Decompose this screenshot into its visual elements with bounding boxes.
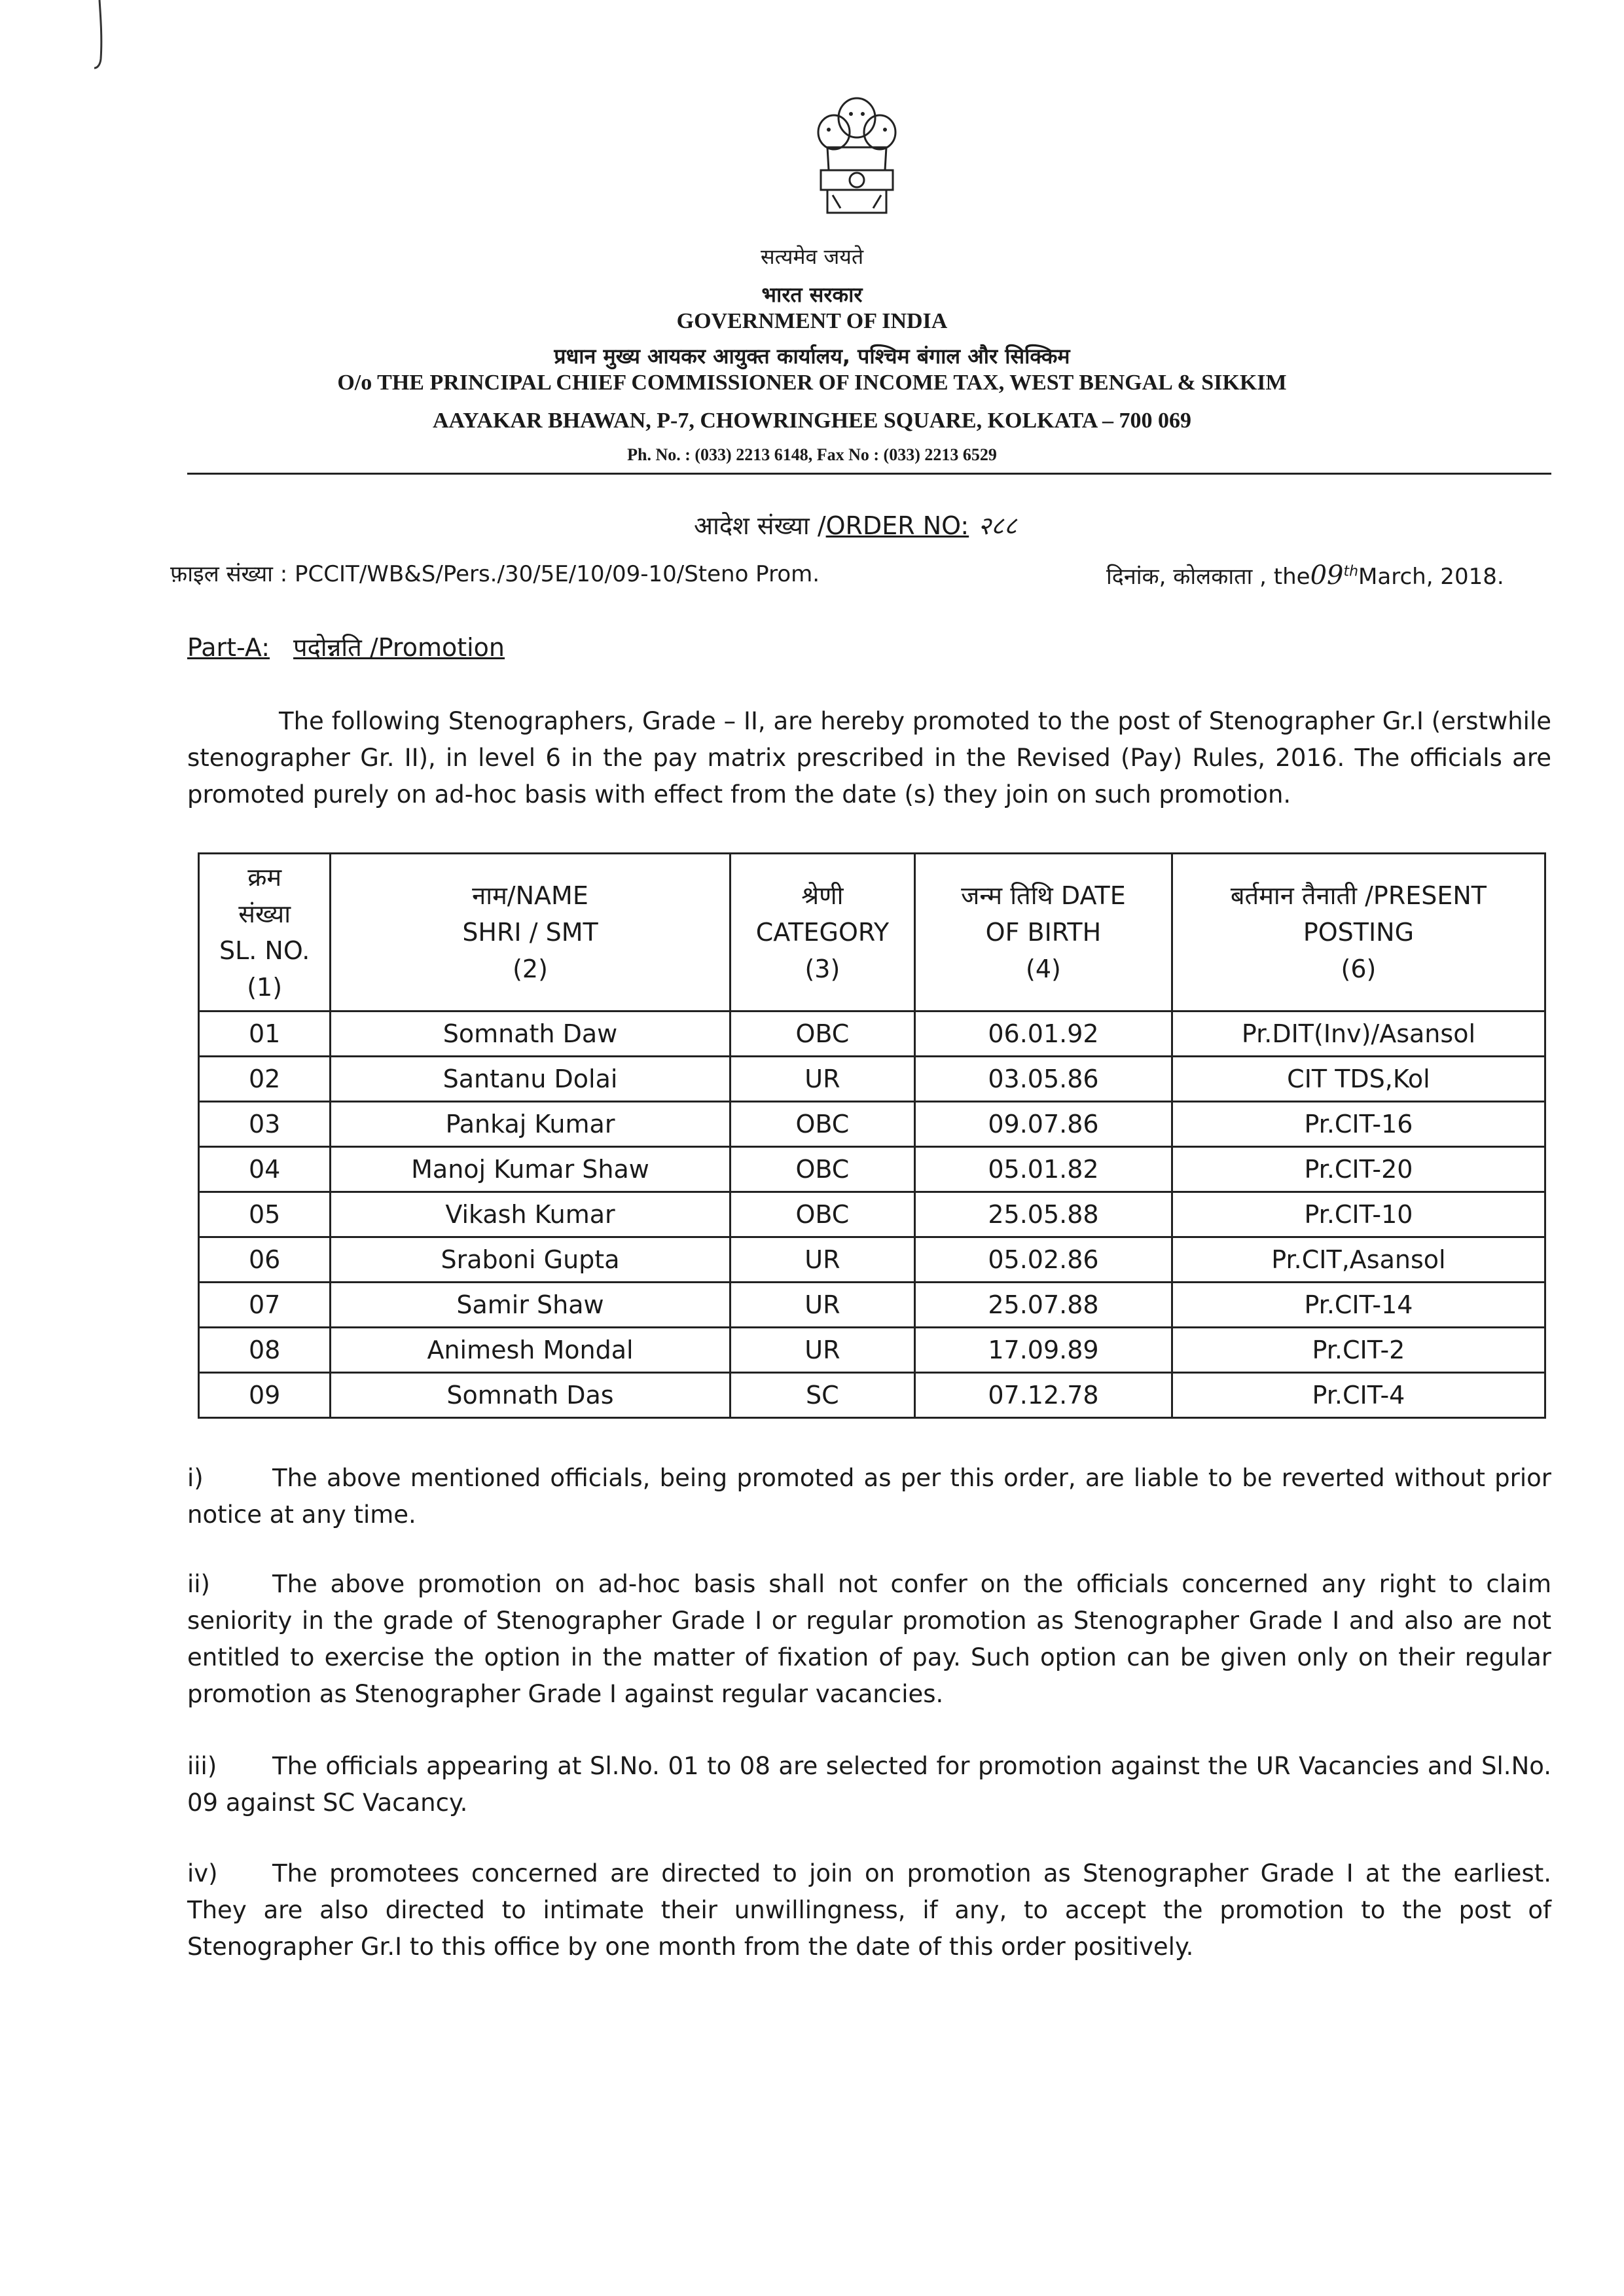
table-row: [199, 1373, 1545, 1418]
table-row: [199, 1283, 1545, 1328]
cell-name: Vikash Kumar: [331, 1192, 730, 1237]
cell-sl-no: 06: [199, 1237, 331, 1283]
header-date-of-birth: जन्म तिथि DATE OF BIRTH (4): [915, 854, 1172, 1011]
cell-dob: 06.01.92: [915, 1011, 1172, 1057]
note-ii: [187, 1566, 1551, 1713]
cell-name: Somnath Daw: [331, 1011, 730, 1057]
header-government-hindi: भारत सरकार: [761, 282, 863, 307]
cell-sl-no: 03: [199, 1102, 331, 1147]
cell-posting: Pr.CIT-16: [1172, 1102, 1545, 1147]
table-row: [199, 1102, 1545, 1147]
cell-name: Samir Shaw: [331, 1283, 730, 1328]
order-number: [694, 508, 1017, 542]
cell-sl-no: 09: [199, 1373, 331, 1418]
cell-category: OBC: [730, 1011, 914, 1057]
table-row: [199, 1328, 1545, 1373]
cell-name: Santanu Dolai: [331, 1057, 730, 1102]
note-label: ii): [187, 1570, 210, 1598]
order-date: [1106, 560, 1504, 591]
cell-category: UR: [730, 1328, 914, 1373]
cell-dob: 07.12.78: [915, 1373, 1172, 1418]
cell-posting: Pr.CIT,Asansol: [1172, 1237, 1545, 1283]
cell-posting: Pr.CIT-20: [1172, 1147, 1545, 1192]
cell-posting: CIT TDS,Kol: [1172, 1057, 1545, 1102]
cell-dob: 05.01.82: [915, 1147, 1172, 1192]
cell-dob: 25.07.88: [915, 1283, 1172, 1328]
note-label: iv): [187, 1859, 218, 1887]
cell-dob: 09.07.86: [915, 1102, 1172, 1147]
header-office-hindi: प्रधान मुख्य आयकर आयुक्त कार्यालय, पश्चिम बंगाल और सिक्किम: [554, 344, 1070, 369]
order-label-english: ORDER NO:: [825, 511, 969, 540]
cell-name: Manoj Kumar Shaw: [331, 1147, 730, 1192]
cell-category: UR: [730, 1283, 914, 1328]
file-number-value: PCCIT/WB&S/Pers./30/5E/10/09-10/Steno Prom.: [295, 561, 820, 587]
date-rest: March, 2018.: [1358, 564, 1504, 590]
cell-sl-no: 04: [199, 1147, 331, 1192]
cell-sl-no: 01: [199, 1011, 331, 1057]
cell-name: Animesh Mondal: [331, 1328, 730, 1373]
cell-dob: 17.09.89: [915, 1328, 1172, 1373]
cell-name: Pankaj Kumar: [331, 1102, 730, 1147]
cell-dob: 25.05.88: [915, 1192, 1172, 1237]
cell-category: SC: [730, 1373, 914, 1418]
file-number-label: फ़ाइल संख्या :: [170, 561, 295, 587]
note-text: The above promotion on ad-hoc basis shall not confer on the officials concerned any right to claim seniority in the grade of Stenographer Grade I or regular promotion as Stenographer Grade I and also are not entitled to exercise the option in the matter of fixation of pay. Such option can be given only on their regular promotion as Stenographer Grade I against regular vacancies.: [187, 1570, 1551, 1708]
header-phone-fax: Ph. No. : (033) 2213 6148, Fax No : (033) 2213 6529: [627, 445, 997, 464]
cell-sl-no: 05: [199, 1192, 331, 1237]
order-label-hindi: आदेश संख्या /: [694, 511, 826, 540]
cell-name: Somnath Das: [331, 1373, 730, 1418]
order-number-value: २८८: [978, 511, 1017, 540]
intro-paragraph: [187, 703, 1551, 813]
cell-posting: Pr.CIT-14: [1172, 1283, 1545, 1328]
header-name: नाम/NAME SHRI / SMT (2): [331, 854, 730, 1011]
intro-text: The following Stenographers, Grade – II, are hereby promoted to the post of Stenographer Gr.I (erstwhile stenographer Gr. II), in level 6 in the pay matrix prescribed in the Revised (Pay) Rules, 2016. The officials are promoted purely on ad-hoc basis with effect from the date (s) they join on such promotion.: [187, 707, 1551, 809]
cell-posting: Pr.CIT-2: [1172, 1328, 1545, 1373]
header-divider: [187, 473, 1551, 475]
header-present-posting: बर्तमान तैनाती /PRESENT POSTING (6): [1172, 854, 1545, 1011]
table-row: [199, 1011, 1545, 1057]
note-label: i): [187, 1464, 204, 1492]
header-sl-no: क्रम संख्या SL. NO. (1): [199, 854, 331, 1011]
part-a-label: Part-A:: [187, 633, 270, 662]
header-government-english: GOVERNMENT OF INDIA: [676, 309, 948, 333]
header-office-english: O/o THE PRINCIPAL CHIEF COMMISSIONER OF INCOME TAX, WEST BENGAL & SIKKIM: [337, 371, 1287, 395]
cell-sl-no: 07: [199, 1283, 331, 1328]
margin-pen-mark: [89, 0, 109, 72]
cell-sl-no: 08: [199, 1328, 331, 1373]
note-i: [187, 1460, 1551, 1533]
cell-dob: 05.02.86: [915, 1237, 1172, 1283]
table-row: [199, 1147, 1545, 1192]
header-category: श्रेणी CATEGORY (3): [730, 854, 914, 1011]
table-header-row: [199, 854, 1545, 1011]
cell-category: UR: [730, 1057, 914, 1102]
cell-name: Sraboni Gupta: [331, 1237, 730, 1283]
header-address: AAYAKAR BHAWAN, P-7, CHOWRINGHEE SQUARE, KOLKATA – 700 069: [433, 409, 1191, 433]
cell-posting: Pr.CIT-10: [1172, 1192, 1545, 1237]
cell-category: OBC: [730, 1192, 914, 1237]
table-row: [199, 1057, 1545, 1102]
note-iii: [187, 1748, 1551, 1821]
part-a-heading: [187, 630, 505, 664]
date-label: दिनांक, कोलकाता , the: [1106, 564, 1310, 590]
cell-dob: 03.05.86: [915, 1057, 1172, 1102]
date-day-suffix: th: [1343, 563, 1359, 580]
cell-sl-no: 02: [199, 1057, 331, 1102]
note-text: The above mentioned officials, being promoted as per this order, are liable to be reverted without prior notice at any time.: [187, 1464, 1551, 1529]
note-text: The promotees concerned are directed to join on promotion as Stenographer Grade I at the earliest. They are also directed to intimate their unwillingness, if any, to accept the promotion to the post of Stenographer Gr.I to this office by one month from the date of this order positively.: [187, 1859, 1551, 1961]
cell-posting: Pr.DIT(Inv)/Asansol: [1172, 1011, 1545, 1057]
file-number: [170, 558, 820, 588]
emblem-motto: सत्यमेव जयते: [760, 244, 864, 269]
cell-category: OBC: [730, 1147, 914, 1192]
date-day: 09: [1310, 560, 1344, 591]
national-emblem-icon: [801, 92, 912, 249]
table-row: [199, 1192, 1545, 1237]
cell-category: UR: [730, 1237, 914, 1283]
note-iv: [187, 1855, 1551, 1965]
cell-posting: Pr.CIT-4: [1172, 1373, 1545, 1418]
note-text: The officials appearing at Sl.No. 01 to 08 are selected for promotion against the UR Vacancies and Sl.No. 09 against SC Vacancy.: [187, 1752, 1551, 1817]
promotion-table: [198, 852, 1546, 1419]
note-label: iii): [187, 1752, 217, 1780]
cell-category: OBC: [730, 1102, 914, 1147]
table-row: [199, 1237, 1545, 1283]
part-a-title: पदोन्नति /Promotion: [293, 633, 505, 662]
